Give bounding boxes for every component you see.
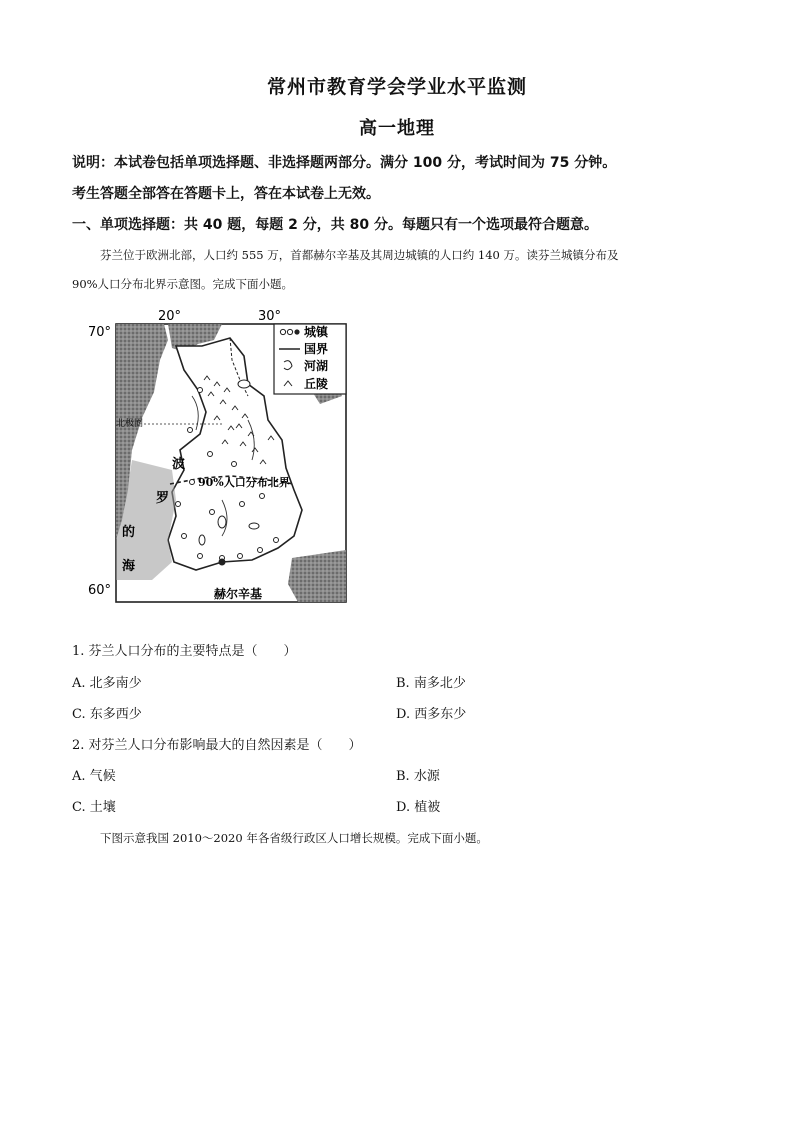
passage-2-line-1: 下图示意我国 2010～2020 年各省级行政区人口增长规模。完成下面小题。 [100, 831, 488, 845]
sea-char-3: 的 [122, 525, 136, 540]
estonia-land [288, 550, 346, 602]
passage-1-line-1: 芬兰位于欧洲北部，人口约 555 万，首都赫尔辛基及其周边城镇的人口约 140 万。读芬兰城镇分布及 [100, 248, 619, 262]
passage-1-line-2: 90%人口分布北界示意图。完成下面小题。 [72, 277, 294, 291]
finland-map [72, 300, 357, 630]
q1-option-d[interactable]: D. 西多东少 [396, 707, 467, 722]
capital-label: 赫尔辛基 [214, 587, 263, 601]
exam-title: 常州市教育学会学业水平监测 [266, 76, 527, 98]
q1-option-a[interactable]: A. 北多南少 [72, 676, 142, 691]
q1-option-b[interactable]: B. 南多北少 [396, 676, 466, 691]
lake [218, 516, 226, 528]
sea-char-1: 波 [172, 457, 186, 472]
exam-subject: 高一地理 [359, 118, 435, 139]
question-2-stem: 2. 对芬兰人口分布影响最大的自然因素是（ ） [72, 738, 362, 753]
instructions-line-1: 说明：本试卷包括单项选择题、非选择题两部分。满分 100 分，考试时间为 75 分钟。 [72, 155, 617, 171]
lake [199, 535, 205, 545]
q2-option-d[interactable]: D. 植被 [396, 800, 441, 815]
town-legend-icon [280, 329, 299, 334]
instructions-line-2: 考生答题全部答在答题卡上，答在本试卷上无效。 [72, 186, 380, 202]
section-heading: 一、单项选择题：共 40 题，每题 2 分，共 80 分。每题只有一个选项最符合题意。 [72, 217, 598, 233]
population-boundary-label: 90%人口分布北界 [198, 476, 290, 489]
sea-char-2: 罗 [156, 491, 170, 506]
lon-right-label: 30° [258, 309, 282, 324]
lat-bottom-label: 60° [88, 583, 112, 598]
q2-option-c[interactable]: C. 土壤 [72, 800, 116, 815]
q2-option-b[interactable]: B. 水源 [396, 769, 440, 784]
sea-char-4: 海 [122, 559, 136, 574]
lat-top-label: 70° [88, 325, 112, 340]
q1-option-c[interactable]: C. 东多西少 [72, 707, 142, 722]
lake [249, 523, 259, 529]
legend-border: 国界 [304, 342, 329, 356]
question-1-stem: 1. 芬兰人口分布的主要特点是（ ） [72, 644, 297, 659]
legend-town: 城镇 [304, 325, 329, 339]
arctic-circle-label: 北极圈 [116, 419, 144, 429]
q2-option-a[interactable]: A. 气候 [72, 769, 116, 784]
map-legend [274, 324, 346, 394]
lon-left-label: 20° [158, 309, 182, 324]
lake [238, 380, 250, 388]
legend-hill: 丘陵 [304, 377, 329, 391]
capital-marker [219, 559, 226, 566]
legend-river-lake: 河湖 [304, 359, 329, 373]
